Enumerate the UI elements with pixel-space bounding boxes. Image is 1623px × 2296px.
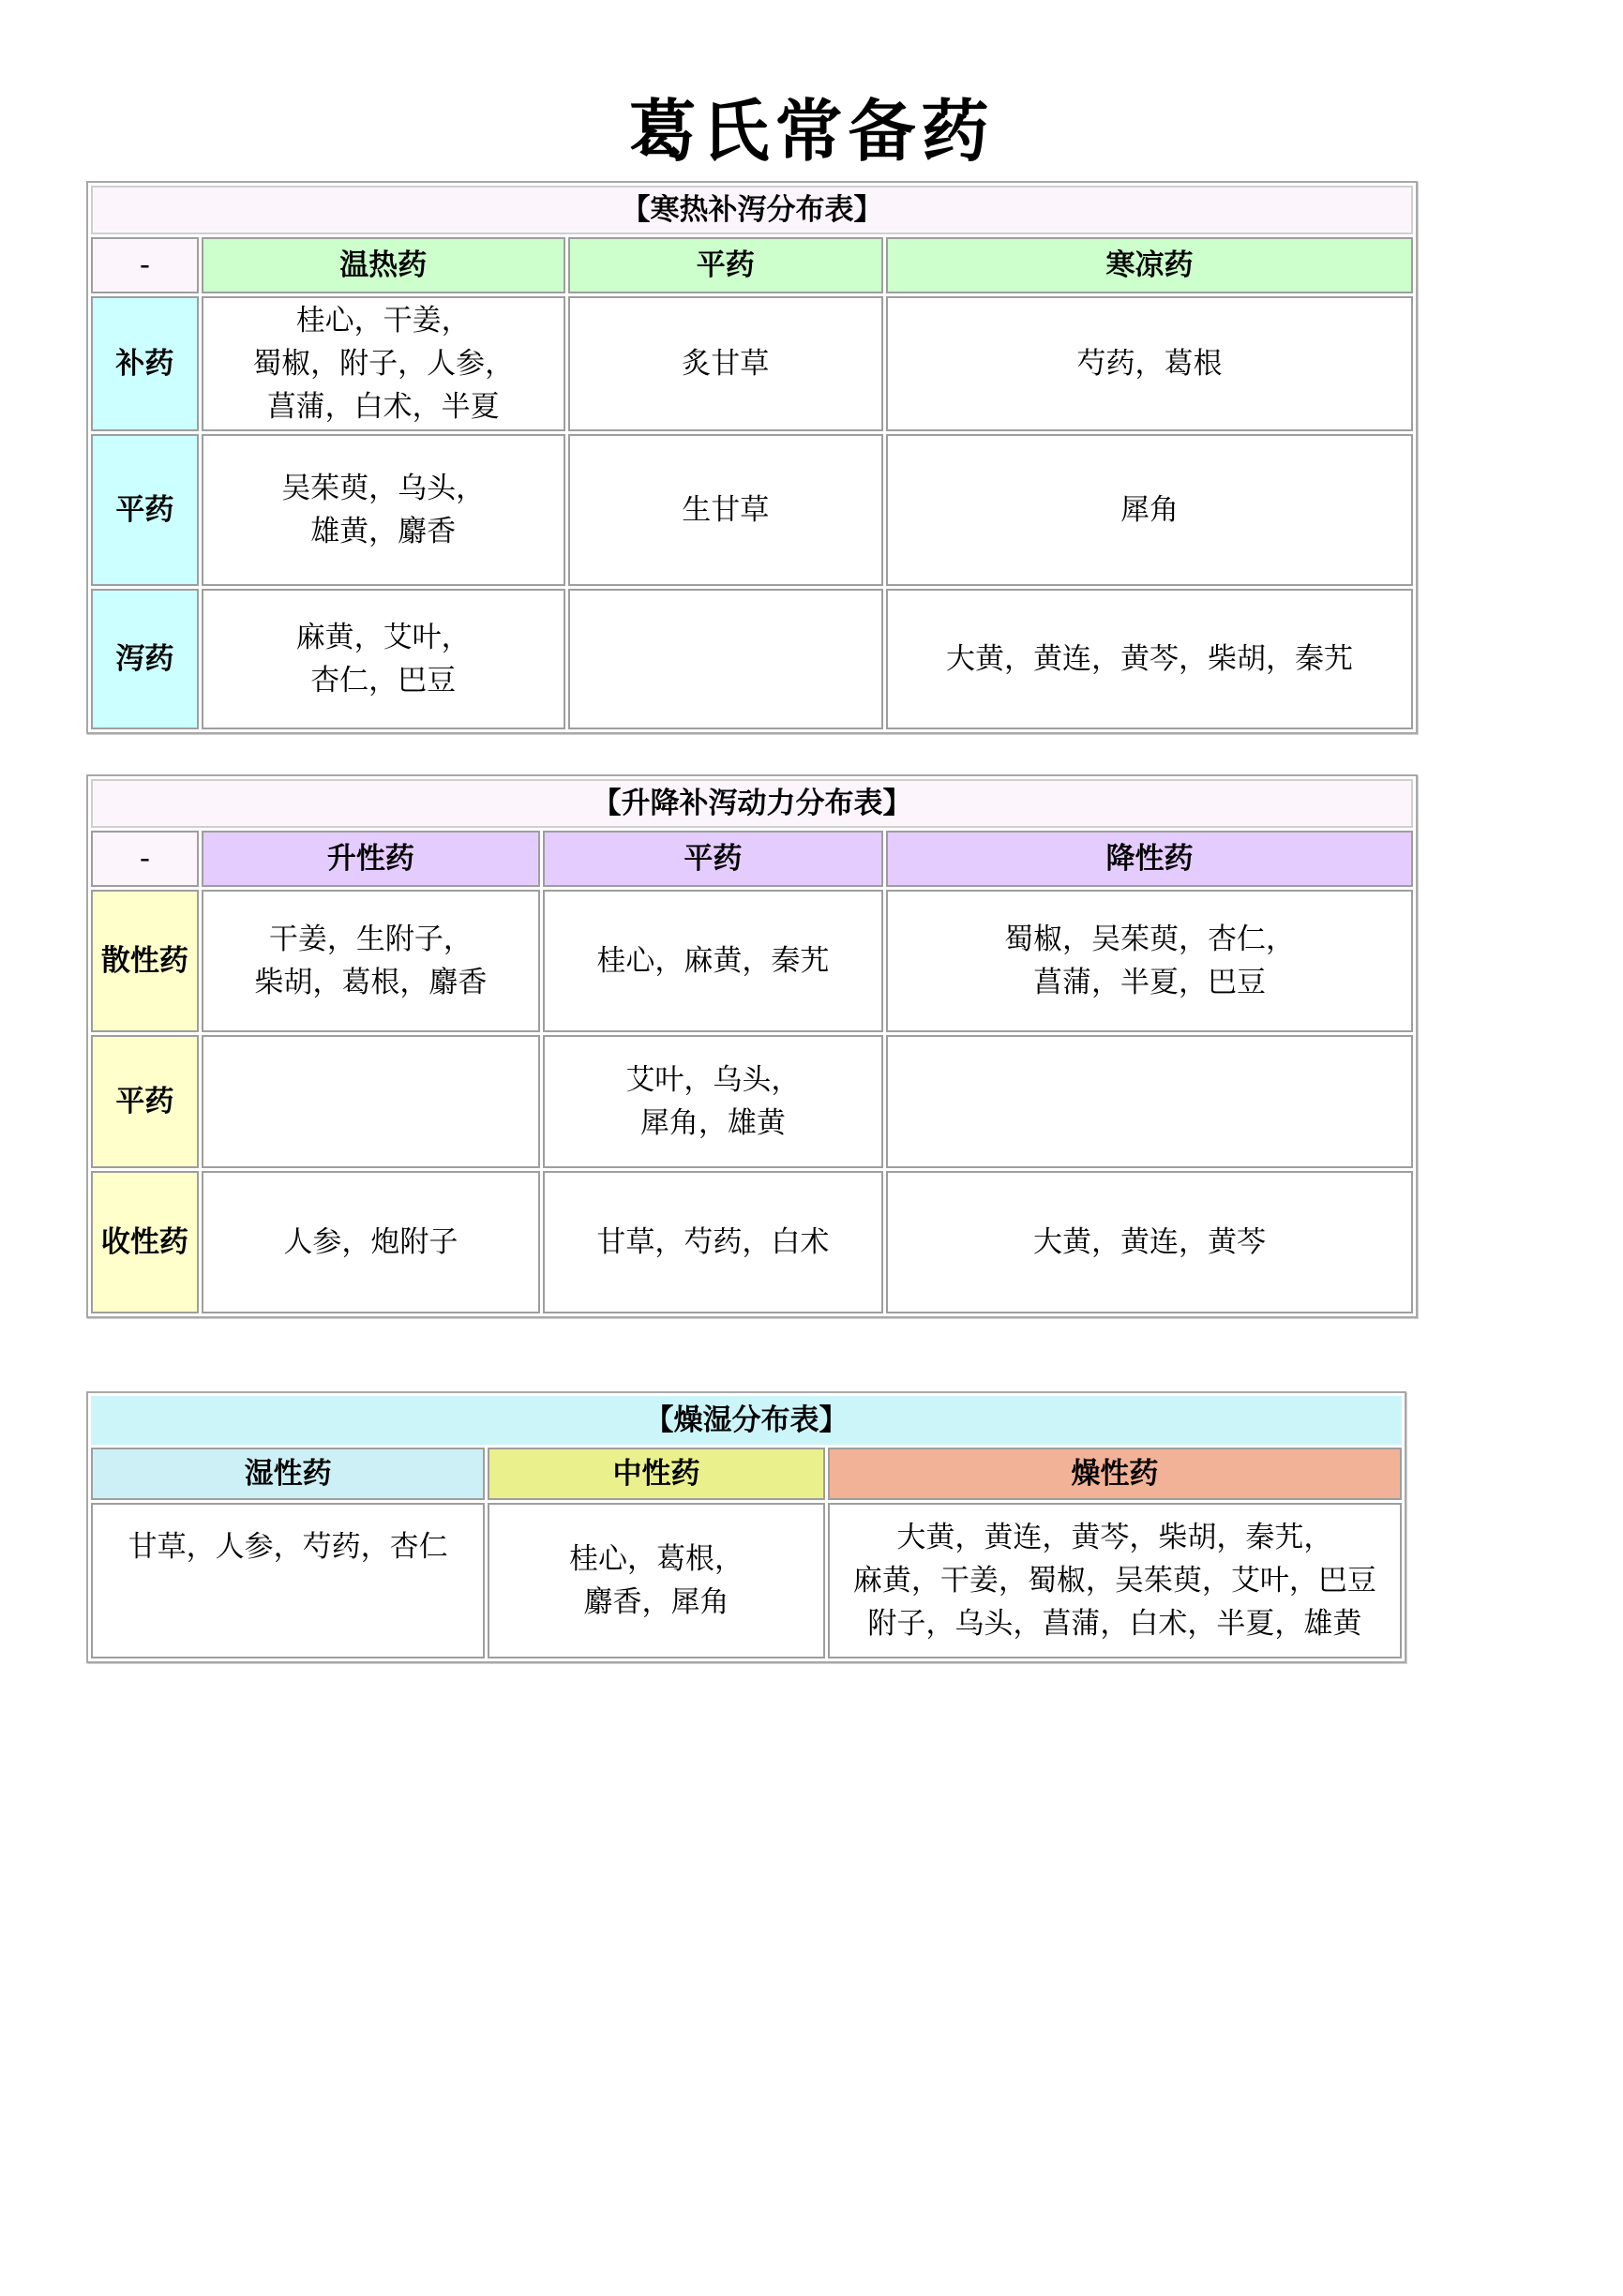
herb-cell <box>886 890 1413 1032</box>
herb-line: 桂心，麻黄，秦艽 <box>596 944 830 978</box>
table-caption: 【寒热补泻分布表】 <box>91 186 1413 234</box>
herb-line: 甘草，芍药，白术 <box>596 1225 830 1259</box>
row-header-astringent: 收性药 <box>91 1171 199 1313</box>
herb-line: 菖蒲，白术，半夏 <box>266 390 500 424</box>
herb-line: 蜀椒，吴茱萸，杏仁， <box>1003 923 1295 956</box>
herb-cell <box>543 1035 883 1168</box>
herb-line: 杏仁，巴豆 <box>310 664 457 698</box>
herb-cell <box>91 1503 485 1658</box>
row-header-neutral: 平药 <box>91 434 199 586</box>
column-header-ascending: 升性药 <box>202 831 540 887</box>
herb-line: 炙甘草 <box>682 347 770 381</box>
row-header-tonify: 补药 <box>91 296 199 431</box>
herb-cell <box>828 1503 1402 1658</box>
herb-line: 麻黄，艾叶， <box>295 621 471 654</box>
herb-line: 菖蒲，半夏，巴豆 <box>1032 966 1266 999</box>
herb-line: 甘草，人参，芍药，杏仁 <box>128 1530 448 1564</box>
herb-cell <box>543 890 883 1032</box>
herb-line: 生甘草 <box>682 493 770 527</box>
dry-wet-table <box>86 1391 1406 1663</box>
herb-cell <box>202 296 565 431</box>
corner-cell: - <box>91 831 199 887</box>
herb-line: 雄黄，麝香 <box>310 515 457 548</box>
row-header-neutral: 平药 <box>91 1035 199 1168</box>
column-header-neutral: 平药 <box>543 831 883 887</box>
column-header-descending: 降性药 <box>886 831 1413 887</box>
herb-line: 桂心，干姜， <box>295 304 471 338</box>
table-caption: 【升降补泻动力分布表】 <box>91 779 1413 828</box>
herb-cell <box>886 296 1413 431</box>
herb-cell <box>568 434 883 586</box>
row-header-drain: 泻药 <box>91 589 199 729</box>
herb-line: 犀角，雄黄 <box>639 1106 786 1140</box>
column-header-dry: 燥性药 <box>828 1448 1402 1500</box>
herb-cell <box>488 1503 825 1658</box>
column-header-neutral: 中性药 <box>488 1448 825 1500</box>
page-title: 葛氏常备药 <box>628 92 995 171</box>
herb-cell <box>202 589 565 729</box>
herb-line: 大黄，黄连，黄芩，柴胡，秦艽 <box>945 642 1353 676</box>
column-header-warm: 温热药 <box>202 237 565 293</box>
herb-cell <box>202 890 540 1032</box>
herb-line: 麝香，犀角 <box>583 1585 729 1619</box>
herb-cell <box>886 1171 1413 1313</box>
column-header-moist: 湿性药 <box>91 1448 485 1500</box>
herb-cell <box>886 434 1413 586</box>
table-caption: 【燥湿分布表】 <box>91 1396 1402 1445</box>
herb-cell <box>202 1171 540 1313</box>
herb-line: 芍药，葛根 <box>1076 347 1223 381</box>
herb-line: 附子，乌头，菖蒲，白术，半夏，雄黄 <box>867 1607 1362 1641</box>
ascend-descend-table <box>86 774 1418 1318</box>
herb-cell <box>543 1171 883 1313</box>
herb-line: 吴茱萸，乌头， <box>281 472 486 505</box>
herb-line: 柴胡，葛根，麝香 <box>254 966 488 999</box>
herb-line: 大黄，黄连，黄芩 <box>1032 1225 1266 1259</box>
herb-line: 蜀椒，附子，人参， <box>252 347 515 381</box>
herb-line: 麻黄，干姜，蜀椒，吴茱萸，艾叶，巴豆 <box>852 1564 1376 1598</box>
cold-heat-tonify-drain-table <box>86 181 1418 734</box>
column-header-neutral: 平药 <box>568 237 883 293</box>
column-header-cold: 寒凉药 <box>886 237 1413 293</box>
herb-line: 犀角 <box>1120 493 1179 527</box>
empty-cell <box>886 1035 1413 1168</box>
herb-line: 艾叶，乌头， <box>625 1063 801 1097</box>
corner-cell: - <box>91 237 199 293</box>
herb-cell <box>202 434 565 586</box>
herb-line: 干姜，生附子， <box>268 923 473 956</box>
herb-line: 桂心，葛根， <box>569 1542 744 1576</box>
herb-cell <box>886 589 1413 729</box>
herb-line: 人参，炮附子 <box>283 1225 458 1259</box>
herb-line: 大黄，黄连，黄芩，柴胡，秦艽， <box>896 1521 1333 1554</box>
row-header-dispersing: 散性药 <box>91 890 199 1032</box>
herb-cell <box>568 296 883 431</box>
empty-cell <box>202 1035 540 1168</box>
empty-cell <box>568 589 883 729</box>
